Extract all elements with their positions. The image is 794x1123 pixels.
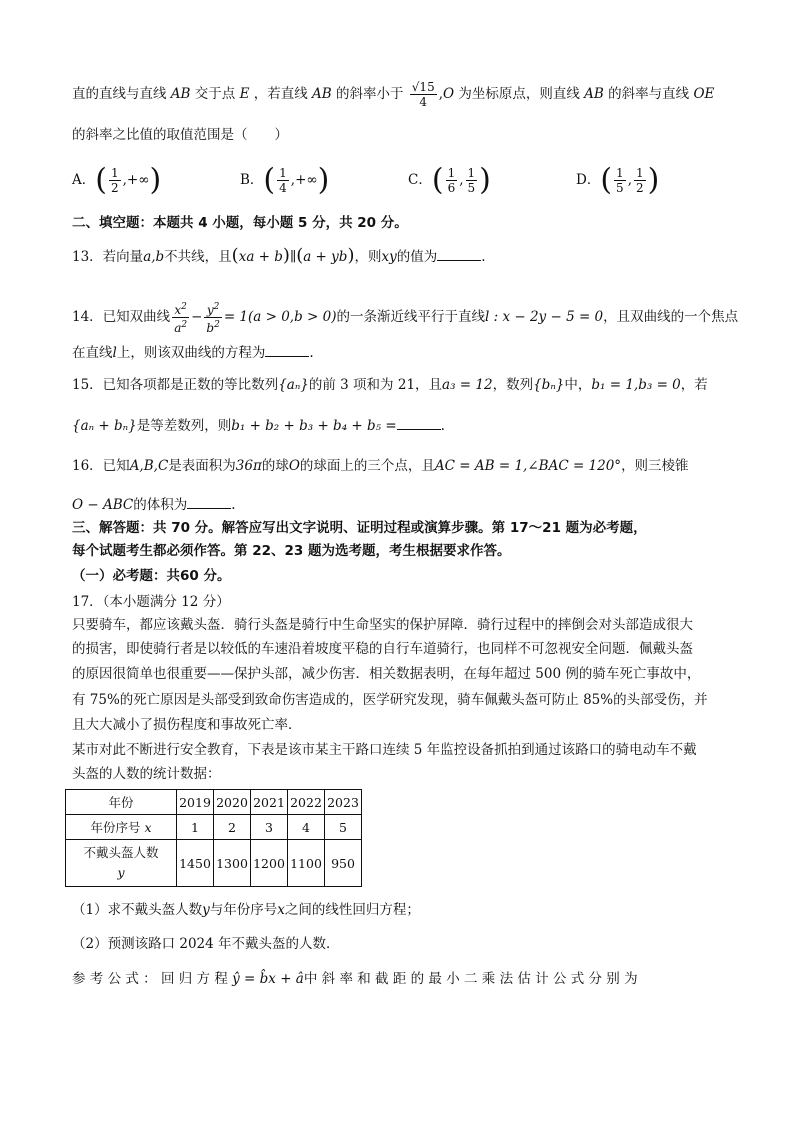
numerator: 1: [635, 166, 644, 180]
q17-title: 17．（本小题满分 12 分）: [72, 594, 230, 610]
option-label: B．: [240, 172, 264, 188]
math-var: AB: [584, 86, 604, 102]
option-label: A．: [72, 172, 96, 188]
helmet-stats-table: [65, 789, 362, 887]
table-cell: 4: [288, 815, 325, 840]
text: ，若: [680, 377, 708, 393]
numerator: 1: [616, 166, 624, 180]
table-cell: 2020: [214, 790, 251, 815]
text: 的斜率与直线: [608, 86, 690, 102]
math-expr: a₃ = 12: [442, 377, 493, 393]
table-cell: 1100: [288, 840, 325, 887]
text: 的体积为: [133, 497, 188, 513]
section-heading-fill: 二、填空题：本题共 4 小题，每小题 5 分，共 20 分。: [72, 215, 408, 231]
math-var: O: [288, 458, 300, 474]
math-expr: = 1(a > 0,b > 0): [223, 309, 337, 325]
text: 为坐标原点，则直线: [458, 86, 580, 102]
text: .: [309, 345, 314, 361]
numerator: 1: [447, 166, 456, 180]
text: ，若直线: [253, 86, 308, 102]
table-header-cell: [66, 840, 177, 887]
text: 中 斜 率 和 截 距 的 最 小 二 乘 法 估 计 公 式 分 别 为: [303, 971, 638, 987]
table-cell: 950: [325, 840, 362, 887]
table-cell: 2023: [325, 790, 362, 815]
q17-para-line: 且大大减小了损伤程度和事故死亡率．: [72, 717, 302, 733]
question-16-line1: [72, 456, 689, 476]
math-expr: {aₙ}: [278, 377, 309, 393]
text: 不共线，且: [164, 249, 232, 265]
math-expr: O − ABC: [72, 497, 134, 513]
text: 16．已知: [72, 458, 130, 474]
text: 直的直线与直线: [72, 86, 167, 102]
answer-blank[interactable]: [397, 415, 441, 430]
text: 14．已知双曲线: [72, 309, 171, 325]
denominator: 5: [616, 181, 624, 195]
text: 13．若向量: [72, 249, 144, 265]
math-var: E: [239, 86, 250, 102]
label: 年份序号: [90, 820, 141, 835]
math-expr: xa + b: [238, 249, 283, 265]
section-heading-solve-cont: 每个试题考生都必须作答。第 22、23 题为选考题，考生根据要求作答。: [72, 543, 511, 559]
interval-end: ,+∞: [290, 172, 318, 188]
table-header-cell: 年份: [66, 790, 177, 815]
table-cell: 2022: [288, 790, 325, 815]
text: 中，: [564, 377, 592, 393]
option-a: A．( $\frac{1}{2}$ ,+∞): [72, 162, 162, 198]
text: 与年份序号: [209, 902, 278, 918]
q17-sub2: （2）预测该路口 2024 年不戴头盔的人数．: [72, 936, 340, 952]
question-13: 13．若向量a,b不共线，且(xa + b)∥(a + yb)，则xy的值为 .: [72, 245, 486, 266]
answer-blank[interactable]: [187, 494, 231, 509]
math-var: x: [277, 902, 285, 918]
text: .: [231, 497, 236, 513]
text: 是等差数列，则: [136, 418, 232, 434]
numerator: 1: [110, 166, 119, 180]
table-cell: 3: [251, 815, 288, 840]
math-expr: {aₙ + bₙ}: [72, 418, 137, 434]
math-expr: l : x − 2y − 5 = 0: [485, 309, 604, 325]
question-14-line1: 14．已知双曲线 $\frac{x^2}{a^2}$ − $\frac{y^2}{b^2}$ = 1(a > 0,b > 0)的一条渐近线平行于直线l : x − 2y − 5 = 0，且双曲线的一个焦点: [72, 302, 739, 335]
option-label: D．: [576, 172, 601, 188]
q17-para-line: 某市对此不断进行安全教育，下表是该市某主干路口连续 5 年监控设备抓拍到通过该路口的骑电动车不戴: [72, 742, 697, 758]
text: ，则三棱锥: [621, 458, 689, 474]
math-var: xy: [381, 249, 397, 265]
table-cell: 5: [325, 815, 362, 840]
text: 的一条渐近线平行于直线: [336, 309, 485, 325]
text: 的球面上的三个点，且: [299, 458, 435, 474]
denominator: 4: [279, 181, 287, 195]
option-label: C．: [408, 172, 432, 188]
table-row: [66, 790, 362, 815]
table-cell: 1450: [177, 840, 214, 887]
text: 在直线: [72, 345, 113, 361]
denominator: 2: [110, 181, 119, 195]
table-cell: 1200: [251, 840, 288, 887]
denominator: 6: [447, 181, 456, 195]
math-expr: ŷ = b̂x + â: [232, 971, 304, 987]
math-expr: b₁ + b₂ + b₃ + b₄ + b₅ =: [231, 418, 397, 434]
question-15-line1: [72, 375, 708, 395]
numerator: √15: [411, 80, 435, 94]
text: （1）求不戴头盔人数: [72, 902, 203, 918]
q17-para-line: 的损害，即使骑行者是以较低的车速沿着坡度平稳的自行车道骑行，也同样不可忽视安全问题．佩戴头盔: [72, 641, 693, 657]
table-cell: 2021: [251, 790, 288, 815]
text: 的斜率小于: [335, 86, 404, 102]
text: 交于点: [194, 86, 236, 102]
question-14-line2: [72, 342, 314, 363]
table-row: [66, 815, 362, 840]
text: 的值为: [396, 249, 438, 265]
text: ，且双曲线的一个焦点: [603, 309, 739, 325]
answer-blank[interactable]: [437, 246, 481, 261]
text: 上，则该双曲线的方程为: [116, 345, 266, 361]
math-expr: b₁ = 1,b₃ = 0: [591, 377, 681, 393]
math-var: l: [112, 345, 117, 361]
table-cell: 1300: [214, 840, 251, 887]
q17-reference-formula: [72, 969, 638, 989]
question-16-line2: [72, 494, 236, 515]
math-var: y: [202, 902, 210, 918]
parallel-symbol: ∥: [289, 249, 297, 265]
text: 参 考 公 式 ： 回 归 方 程: [72, 971, 228, 987]
subsection-heading: （一）必考题：共60 分。: [72, 568, 231, 584]
denominator: 5: [467, 181, 476, 195]
answer-blank[interactable]: [265, 342, 309, 357]
label: 不戴头盔人数: [83, 845, 159, 860]
interval-end: ,+∞: [122, 172, 150, 188]
math-var: AB: [312, 86, 332, 102]
math-expr: a + yb: [303, 249, 348, 265]
math-var: y: [117, 865, 125, 880]
text: 之间的线性回归方程；: [284, 902, 420, 918]
math-var: OE: [693, 86, 715, 102]
math-expr: AC = AB = 1,∠BAC = 120°: [434, 458, 622, 474]
q17-para-line: 有 75%的死亡原因是头部受到致命伤害造成的，医学研究发现，骑车佩戴头盔可防止 85%的头部受伤，并: [72, 692, 708, 708]
q17-para-line: 头盔的人数的统计数据：: [72, 766, 221, 782]
text: 的前 3 项和为 21，且: [308, 377, 443, 393]
math-expr: {bₙ}: [533, 377, 565, 393]
table-cell: 2019: [177, 790, 214, 815]
question-15-line2: [72, 415, 445, 436]
denominator: 2: [635, 181, 644, 195]
text: 15．已知各项都是正数的等比数列: [72, 377, 279, 393]
option-d: D．( $\frac{1}{5}$ , $\frac{1}{2}$ ): [576, 162, 660, 198]
slope-fraction: [410, 80, 437, 109]
table-row: [66, 840, 362, 887]
table-cell: 2: [214, 815, 251, 840]
denominator: 4: [419, 95, 428, 109]
text: ，数列: [492, 377, 534, 393]
q17-para-line: 的原因很简单也很重要——保护头部，减少伤害．相关数据表明，在每年超过 500 例的骑车死亡事故中，: [72, 666, 701, 682]
text: .: [481, 249, 486, 265]
text: 是表面积为: [168, 458, 236, 474]
numerator: 1: [279, 166, 287, 180]
math-expr: 36π: [235, 458, 262, 474]
option-b: B．( $\frac{1}{4}$ ,+∞): [240, 162, 330, 198]
text: ，则: [354, 249, 382, 265]
math-var: x: [144, 820, 152, 835]
text: ,: [438, 86, 443, 102]
q17-para-line: 只要骑车，都应该戴头盔．骑行头盔是骑行中生命坚实的保护屏障．骑行过程中的摔倒会对头部造成很大: [72, 617, 693, 633]
math-var: A,B,C: [129, 458, 169, 474]
q12-line2: 的斜率之比值的取值范围是（ ）: [72, 127, 288, 143]
q12-line1: [72, 80, 714, 109]
numerator: 1: [467, 166, 476, 180]
table-cell: 1: [177, 815, 214, 840]
option-c: C．( $\frac{1}{6}$ , $\frac{1}{5}$ ): [408, 162, 491, 198]
q17-sub1: [72, 900, 420, 920]
math-var: AB: [170, 86, 191, 102]
table-header-cell: [66, 815, 177, 840]
text: 的球: [261, 458, 289, 474]
math-var: O: [443, 86, 455, 102]
text: .: [440, 418, 445, 434]
math-var: a,b: [143, 249, 165, 265]
section-heading-solve: 三、解答题：共 70 分。解答应写出文字说明、证明过程或演算步骤。第 17～21 题为必考题，: [72, 520, 647, 536]
